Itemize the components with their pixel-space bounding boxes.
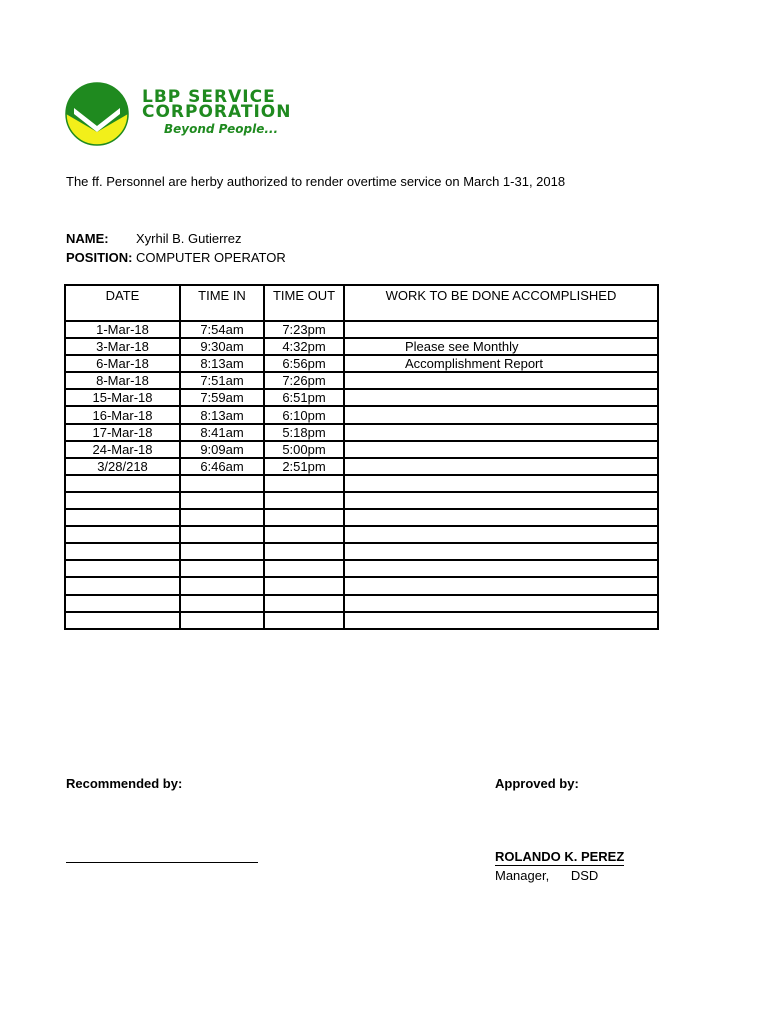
time-in-cell bbox=[180, 492, 264, 509]
date-cell bbox=[65, 509, 180, 526]
recommender-signature-line bbox=[66, 862, 258, 863]
recommended-by-label: Recommended by: bbox=[66, 776, 183, 791]
date-cell bbox=[65, 577, 180, 594]
time-out-cell: 5:18pm bbox=[264, 424, 344, 441]
table-row bbox=[65, 509, 658, 526]
table-row bbox=[65, 441, 658, 458]
work-cell bbox=[344, 321, 658, 338]
name-label: NAME: bbox=[66, 231, 109, 246]
date-cell: 24-Mar-18 bbox=[65, 441, 180, 458]
table-row bbox=[65, 372, 658, 389]
time-in-cell bbox=[180, 543, 264, 560]
date-cell: 3/28/218 bbox=[65, 458, 180, 475]
time-out-cell: 7:23pm bbox=[264, 321, 344, 338]
date-cell bbox=[65, 560, 180, 577]
date-cell bbox=[65, 595, 180, 612]
work-cell bbox=[344, 577, 658, 594]
work-cell: Accomplishment Report bbox=[344, 355, 658, 372]
work-cell bbox=[344, 492, 658, 509]
company-name-line1: LBP SERVICE bbox=[142, 87, 276, 107]
table-row bbox=[65, 475, 658, 492]
date-cell: 1-Mar-18 bbox=[65, 321, 180, 338]
table-row bbox=[65, 389, 658, 406]
company-name-line2: CORPORATION bbox=[142, 102, 292, 122]
name-value: Xyrhil B. Gutierrez bbox=[136, 231, 242, 246]
header-work-done: WORK TO BE DONE ACCOMPLISHED bbox=[344, 285, 658, 321]
time-out-cell: 6:51pm bbox=[264, 389, 344, 406]
table-row bbox=[65, 595, 658, 612]
work-cell bbox=[344, 612, 658, 629]
work-cell: Please see Monthly bbox=[344, 338, 658, 355]
time-out-cell: 7:26pm bbox=[264, 372, 344, 389]
time-in-cell: 9:09am bbox=[180, 441, 264, 458]
time-in-cell: 7:54am bbox=[180, 321, 264, 338]
table-row bbox=[65, 424, 658, 441]
date-cell bbox=[65, 612, 180, 629]
work-cell bbox=[344, 441, 658, 458]
table-header-row bbox=[65, 285, 658, 321]
time-out-cell: 2:51pm bbox=[264, 458, 344, 475]
time-in-cell: 8:13am bbox=[180, 406, 264, 423]
logo-emblem-icon bbox=[64, 82, 134, 148]
time-in-cell: 9:30am bbox=[180, 338, 264, 355]
time-in-cell bbox=[180, 612, 264, 629]
time-in-cell bbox=[180, 577, 264, 594]
date-cell bbox=[65, 475, 180, 492]
approver-title: Manager, DSD bbox=[495, 868, 599, 883]
table-row bbox=[65, 492, 658, 509]
position-label: POSITION: bbox=[66, 250, 133, 265]
work-cell bbox=[344, 526, 658, 543]
time-in-cell bbox=[180, 475, 264, 492]
time-out-cell bbox=[264, 577, 344, 594]
date-cell bbox=[65, 492, 180, 509]
time-in-cell bbox=[180, 595, 264, 612]
time-out-cell bbox=[264, 543, 344, 560]
work-cell bbox=[344, 389, 658, 406]
table-row bbox=[65, 458, 658, 475]
time-out-cell bbox=[264, 612, 344, 629]
table-row bbox=[65, 338, 658, 355]
table-row bbox=[65, 577, 658, 594]
table-row bbox=[65, 560, 658, 577]
time-out-cell bbox=[264, 560, 344, 577]
time-out-cell: 6:10pm bbox=[264, 406, 344, 423]
time-out-cell bbox=[264, 492, 344, 509]
time-in-cell: 7:51am bbox=[180, 372, 264, 389]
date-cell bbox=[65, 543, 180, 560]
table-row bbox=[65, 543, 658, 560]
date-cell: 16-Mar-18 bbox=[65, 406, 180, 423]
work-cell bbox=[344, 406, 658, 423]
table-row bbox=[65, 321, 658, 338]
time-in-cell bbox=[180, 526, 264, 543]
authorization-statement: The ff. Personnel are herby authorized to render overtime service on March 1-31, 2018 bbox=[66, 174, 566, 189]
time-out-cell: 6:56pm bbox=[264, 355, 344, 372]
date-cell: 8-Mar-18 bbox=[65, 372, 180, 389]
time-out-cell: 5:00pm bbox=[264, 441, 344, 458]
company-tagline: Beyond People... bbox=[164, 122, 279, 136]
work-cell bbox=[344, 595, 658, 612]
header-time-out: TIME OUT bbox=[264, 285, 344, 321]
table-row bbox=[65, 355, 658, 372]
date-cell: 6-Mar-18 bbox=[65, 355, 180, 372]
work-cell bbox=[344, 475, 658, 492]
work-cell bbox=[344, 543, 658, 560]
table-row bbox=[65, 526, 658, 543]
work-cell bbox=[344, 560, 658, 577]
work-cell bbox=[344, 458, 658, 475]
time-out-cell: 4:32pm bbox=[264, 338, 344, 355]
work-cell bbox=[344, 509, 658, 526]
time-in-cell: 8:41am bbox=[180, 424, 264, 441]
time-out-cell bbox=[264, 509, 344, 526]
time-in-cell bbox=[180, 509, 264, 526]
work-cell bbox=[344, 424, 658, 441]
date-cell: 17-Mar-18 bbox=[65, 424, 180, 441]
approved-by-label: Approved by: bbox=[495, 776, 579, 791]
date-cell: 3-Mar-18 bbox=[65, 338, 180, 355]
time-in-cell: 8:13am bbox=[180, 355, 264, 372]
date-cell bbox=[65, 526, 180, 543]
date-cell: 15-Mar-18 bbox=[65, 389, 180, 406]
company-logo bbox=[64, 82, 314, 148]
header-time-in: TIME IN bbox=[180, 285, 264, 321]
overtime-table bbox=[64, 284, 659, 630]
table-row bbox=[65, 406, 658, 423]
time-in-cell bbox=[180, 560, 264, 577]
time-in-cell: 6:46am bbox=[180, 458, 264, 475]
time-in-cell: 7:59am bbox=[180, 389, 264, 406]
table-body bbox=[65, 321, 658, 629]
work-cell bbox=[344, 372, 658, 389]
table-row bbox=[65, 612, 658, 629]
time-out-cell bbox=[264, 475, 344, 492]
position-value: COMPUTER OPERATOR bbox=[136, 250, 286, 265]
time-out-cell bbox=[264, 526, 344, 543]
header-date: DATE bbox=[65, 285, 180, 321]
approver-name: ROLANDO K. PEREZ bbox=[495, 849, 625, 864]
time-out-cell bbox=[264, 595, 344, 612]
